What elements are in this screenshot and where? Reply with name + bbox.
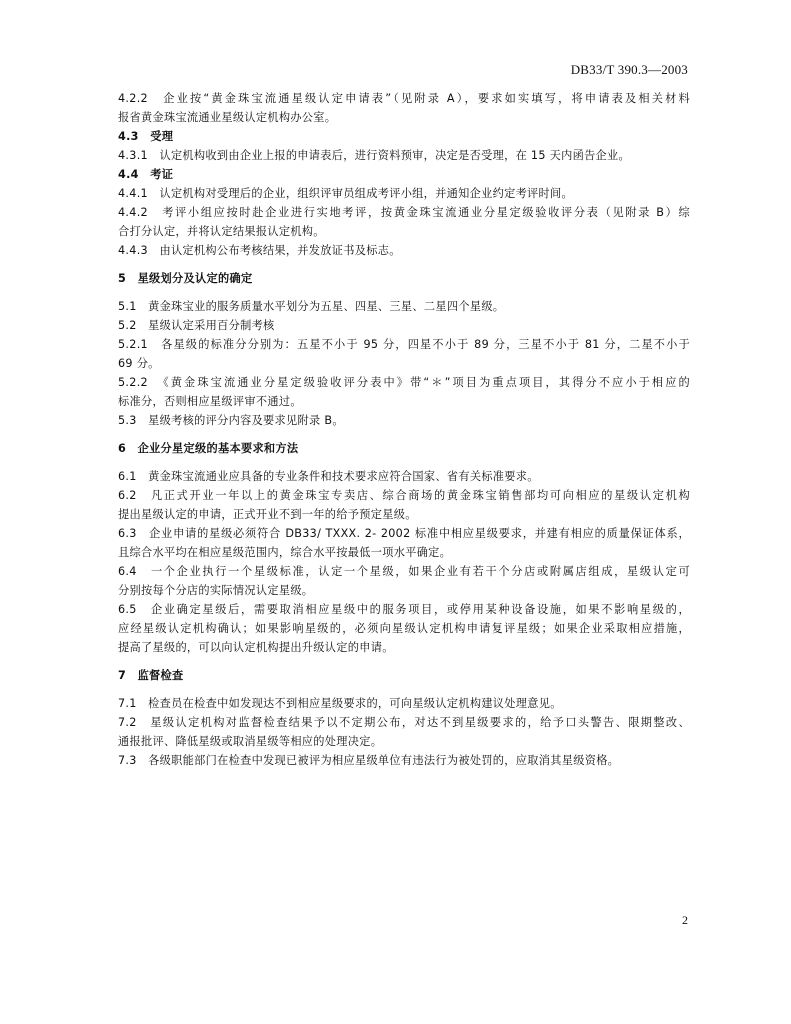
clause-5-2-2: 5.2.2 《黄金珠宝流通业分星定级验收评分表中》带“＊”项目为重点项目，其得分不应小于相应的: [118, 376, 690, 389]
clause-7-1: 7.1 检查员在检查中如发现达不到相应星级要求的，可向星级认定机构建议处理意见。: [118, 697, 562, 710]
clause-6-5-cont: 应经星级认定机构确认；如果影响星级的，必须向星级认定机构申请复评星级；如果企业采取相应措施，: [118, 622, 690, 635]
clause-5-2-1: 5.2.1 各星级的标准分分别为：五星不小于 95 分，四星不小于 89 分，三星不小于 81 分，二星不小于: [118, 338, 690, 351]
document-body: [118, 89, 690, 770]
clause-5-2-2-cont: 标准分，否则相应星级评审不通过。: [118, 395, 302, 408]
page-number: 2: [682, 913, 688, 927]
clause-6-3-cont: 且综合水平均在相应星级范围内，综合水平按最低一项水平确定。: [118, 546, 452, 559]
clause-6-1: 6.1 黄金珠宝流通业应具备的专业条件和技术要求应符合国家、省有关标准要求。: [118, 470, 539, 483]
section-5-heading: 5 星级划分及认定的确定: [118, 272, 253, 285]
clause-6-4-cont: 分别按每个分店的实际情况认定星级。: [118, 584, 314, 597]
clause-5-1: 5.1 黄金珠宝业的服务质量水平划分为五星、四星、三星、二星四个星级。: [118, 300, 505, 313]
standard-code: DB33/T 390.3—2003: [570, 62, 688, 77]
clause-5-2-1-cont: 69 分。: [118, 357, 160, 370]
clause-4-4-heading: 4.4 考证: [118, 168, 174, 181]
clause-6-2-cont: 提出星级认定的申请，正式开业不到一年的给予预定星级。: [118, 508, 417, 521]
clause-4-4-1: 4.4.1 认定机构对受理后的企业，组织评审员组成考评小组，并通知企业约定考评时间。: [118, 187, 574, 200]
section-7-heading: 7 监督检查: [118, 669, 184, 682]
clause-4-4-2: 4.4.2 考评小组应按时赴企业进行实地考评，按黄金珠宝流通业分星定级验收评分表（见附录 B）综: [118, 206, 690, 219]
clause-4-3-1: 4.3.1 认定机构收到由企业上报的申请表后，进行资料预审，决定是否受理，在 15 天内函告企业。: [118, 149, 631, 162]
clause-4-3-heading: 4.3 受理: [118, 130, 174, 143]
clause-4-4-2-cont: 合打分认定，并将认定结果报认定机构。: [118, 225, 325, 238]
clause-6-4: 6.4 一个企业执行一个星级标准，认定一个星级，如果企业有若干个分店或附属店组成，星级认定可: [118, 565, 690, 578]
clause-5-2: 5.2 星级认定采用百分制考核: [118, 319, 275, 332]
clause-6-5-cont-2: 提高了星级的，可以向认定机构提出升级认定的申请。: [118, 641, 394, 654]
clause-6-2: 6.2 凡正式开业一年以上的黄金珠宝专卖店、综合商场的黄金珠宝销售部均可向相应的星级认定机构: [118, 489, 690, 502]
clause-6-3: 6.3 企业申请的星级必须符合 DB33/ TXXX. 2- 2002 标准中相应星级要求，并建有相应的质量保证体系，: [118, 527, 690, 540]
section-6-heading: 6 企业分星定级的基本要求和方法: [118, 442, 299, 455]
clause-7-2: 7.2 星级认定机构对监督检查结果予以不定期公布，对达不到星级要求的，给予口头警告、限期整改、: [118, 716, 690, 729]
clause-6-5: 6.5 企业确定星级后，需要取消相应星级中的服务项目，或停用某种设备设施，如果不影响星级的，: [118, 603, 690, 616]
clause-4-2-2: 4.2.2 企业按“黄金珠宝流通星级认定申请表”（见附录 A），要求如实填写，将申请表及相关材料: [118, 92, 690, 105]
clause-4-4-3: 4.4.3 由认定机构公布考核结果，并发放证书及标志。: [118, 244, 401, 257]
clause-5-3: 5.3 星级考核的评分内容及要求见附录 B。: [118, 414, 344, 427]
clause-7-2-cont: 通报批评、降低星级或取消星级等相应的处理决定。: [118, 735, 383, 748]
clause-7-3: 7.3 各级职能部门在检查中发现已被评为相应星级单位有违法行为被处罚的，应取消其星级资格。: [118, 754, 620, 767]
clause-4-2-2-cont: 报省黄金珠宝流通业星级认定机构办公室。: [118, 111, 337, 124]
